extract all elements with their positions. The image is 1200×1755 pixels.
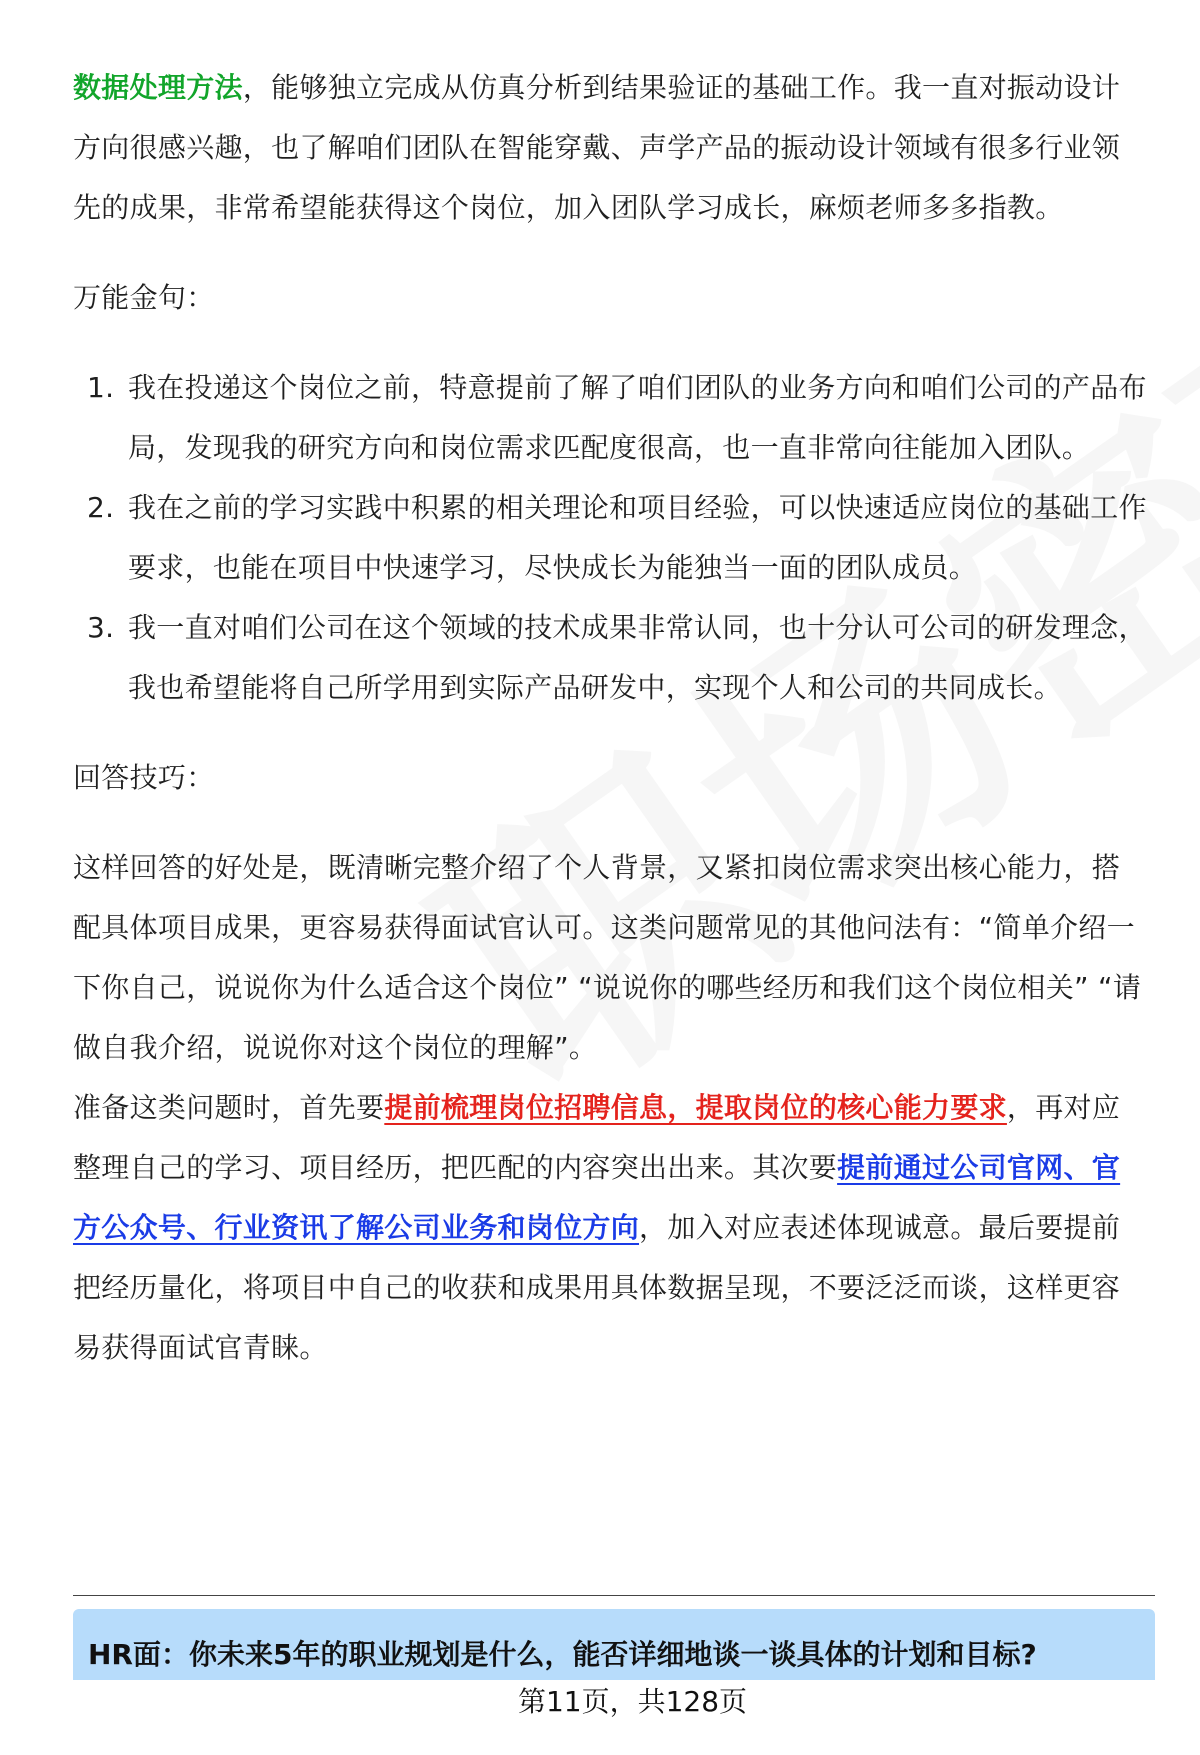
list-item-number: 2. <box>87 491 115 524</box>
intro-paragraph <box>73 58 1148 238</box>
tips-paragraph-1: 这样回答的好处是，既清晰完整介绍了个人背景，又紧扣岗位需求突出核心能力，搭配具体项目成果，更容易获得面试官认可。这类问题常见的其他问法有：“简单介绍一下你自己，说说你为什么适合这个岗位” “说说你的哪些经历和我们这个岗位相关” “请做自我介绍，说说你对这个岗位的理解”。 <box>73 851 1142 1064</box>
next-question-text: HR面：你未来5年的职业规划是什么，能否详细地谈一谈具体的计划和目标? <box>88 1638 1037 1671</box>
section-divider <box>73 1595 1155 1596</box>
list-item <box>73 478 1148 598</box>
tips-blue-highlight: 提前通过公司官网、官方公众号、行业资讯了解公司业务和岗位方向 <box>73 1151 1121 1244</box>
tips-text-part1: 准备这类问题时，首先要 <box>73 1091 385 1124</box>
list-item-text: 我一直对咱们公司在这个领域的技术成果非常认同，也十分认可公司的研发理念，我也希望能将自己所学用到实际产品研发中，实现个人和公司的共同成长。 <box>128 611 1147 704</box>
golden-heading: 万能金句： <box>73 281 215 314</box>
intro-text: ，能够独立完成从仿真分析到结果验证的基础工作。我一直对振动设计方向很感兴趣，也了解咱们团队在智能穿戴、声学产品的振动设计领域有很多行业领先的成果，非常希望能获得这个岗位，加入团队学习成长，麻烦老师多多指教。 <box>73 71 1121 224</box>
tips-text-part3: ，加入对应表述体现诚意。最后要提前把经历量化，将项目中自己的收获和成果用具体数据呈现，不要泛泛而谈，这样更容易获得面试官青睐。 <box>73 1211 1121 1364</box>
golden-list <box>73 358 1148 718</box>
list-item <box>73 358 1148 478</box>
page-footer <box>0 1680 1200 1720</box>
list-item-number: 1. <box>87 371 115 404</box>
tips-paragraph-2 <box>73 1078 1148 1378</box>
page-number: 第11页，共128页 <box>514 1685 751 1718</box>
list-item <box>73 598 1148 718</box>
list-item-text: 我在之前的学习实践中积累的相关理论和项目经验，可以快速适应岗位的基础工作要求，也能在项目中快速学习，尽快成长为能独当一面的团队成员。 <box>128 491 1147 584</box>
tips-text-part2: ，再对应整理自己的学习、项目经历，把匹配的内容突出出来。其次要 <box>73 1091 1121 1184</box>
tips-heading: 回答技巧： <box>73 761 215 794</box>
intro-highlight: 数据处理方法 <box>73 71 243 104</box>
list-item-text: 我在投递这个岗位之前，特意提前了解了咱们团队的业务方向和咱们公司的产品布局，发现我的研究方向和岗位需求匹配度很高，也一直非常向往能加入团队。 <box>128 371 1147 464</box>
tips-red-highlight: 提前梳理岗位招聘信息，提取岗位的核心能力要求 <box>384 1091 1007 1124</box>
main-content <box>73 58 1148 1378</box>
list-item-number: 3. <box>87 611 115 644</box>
